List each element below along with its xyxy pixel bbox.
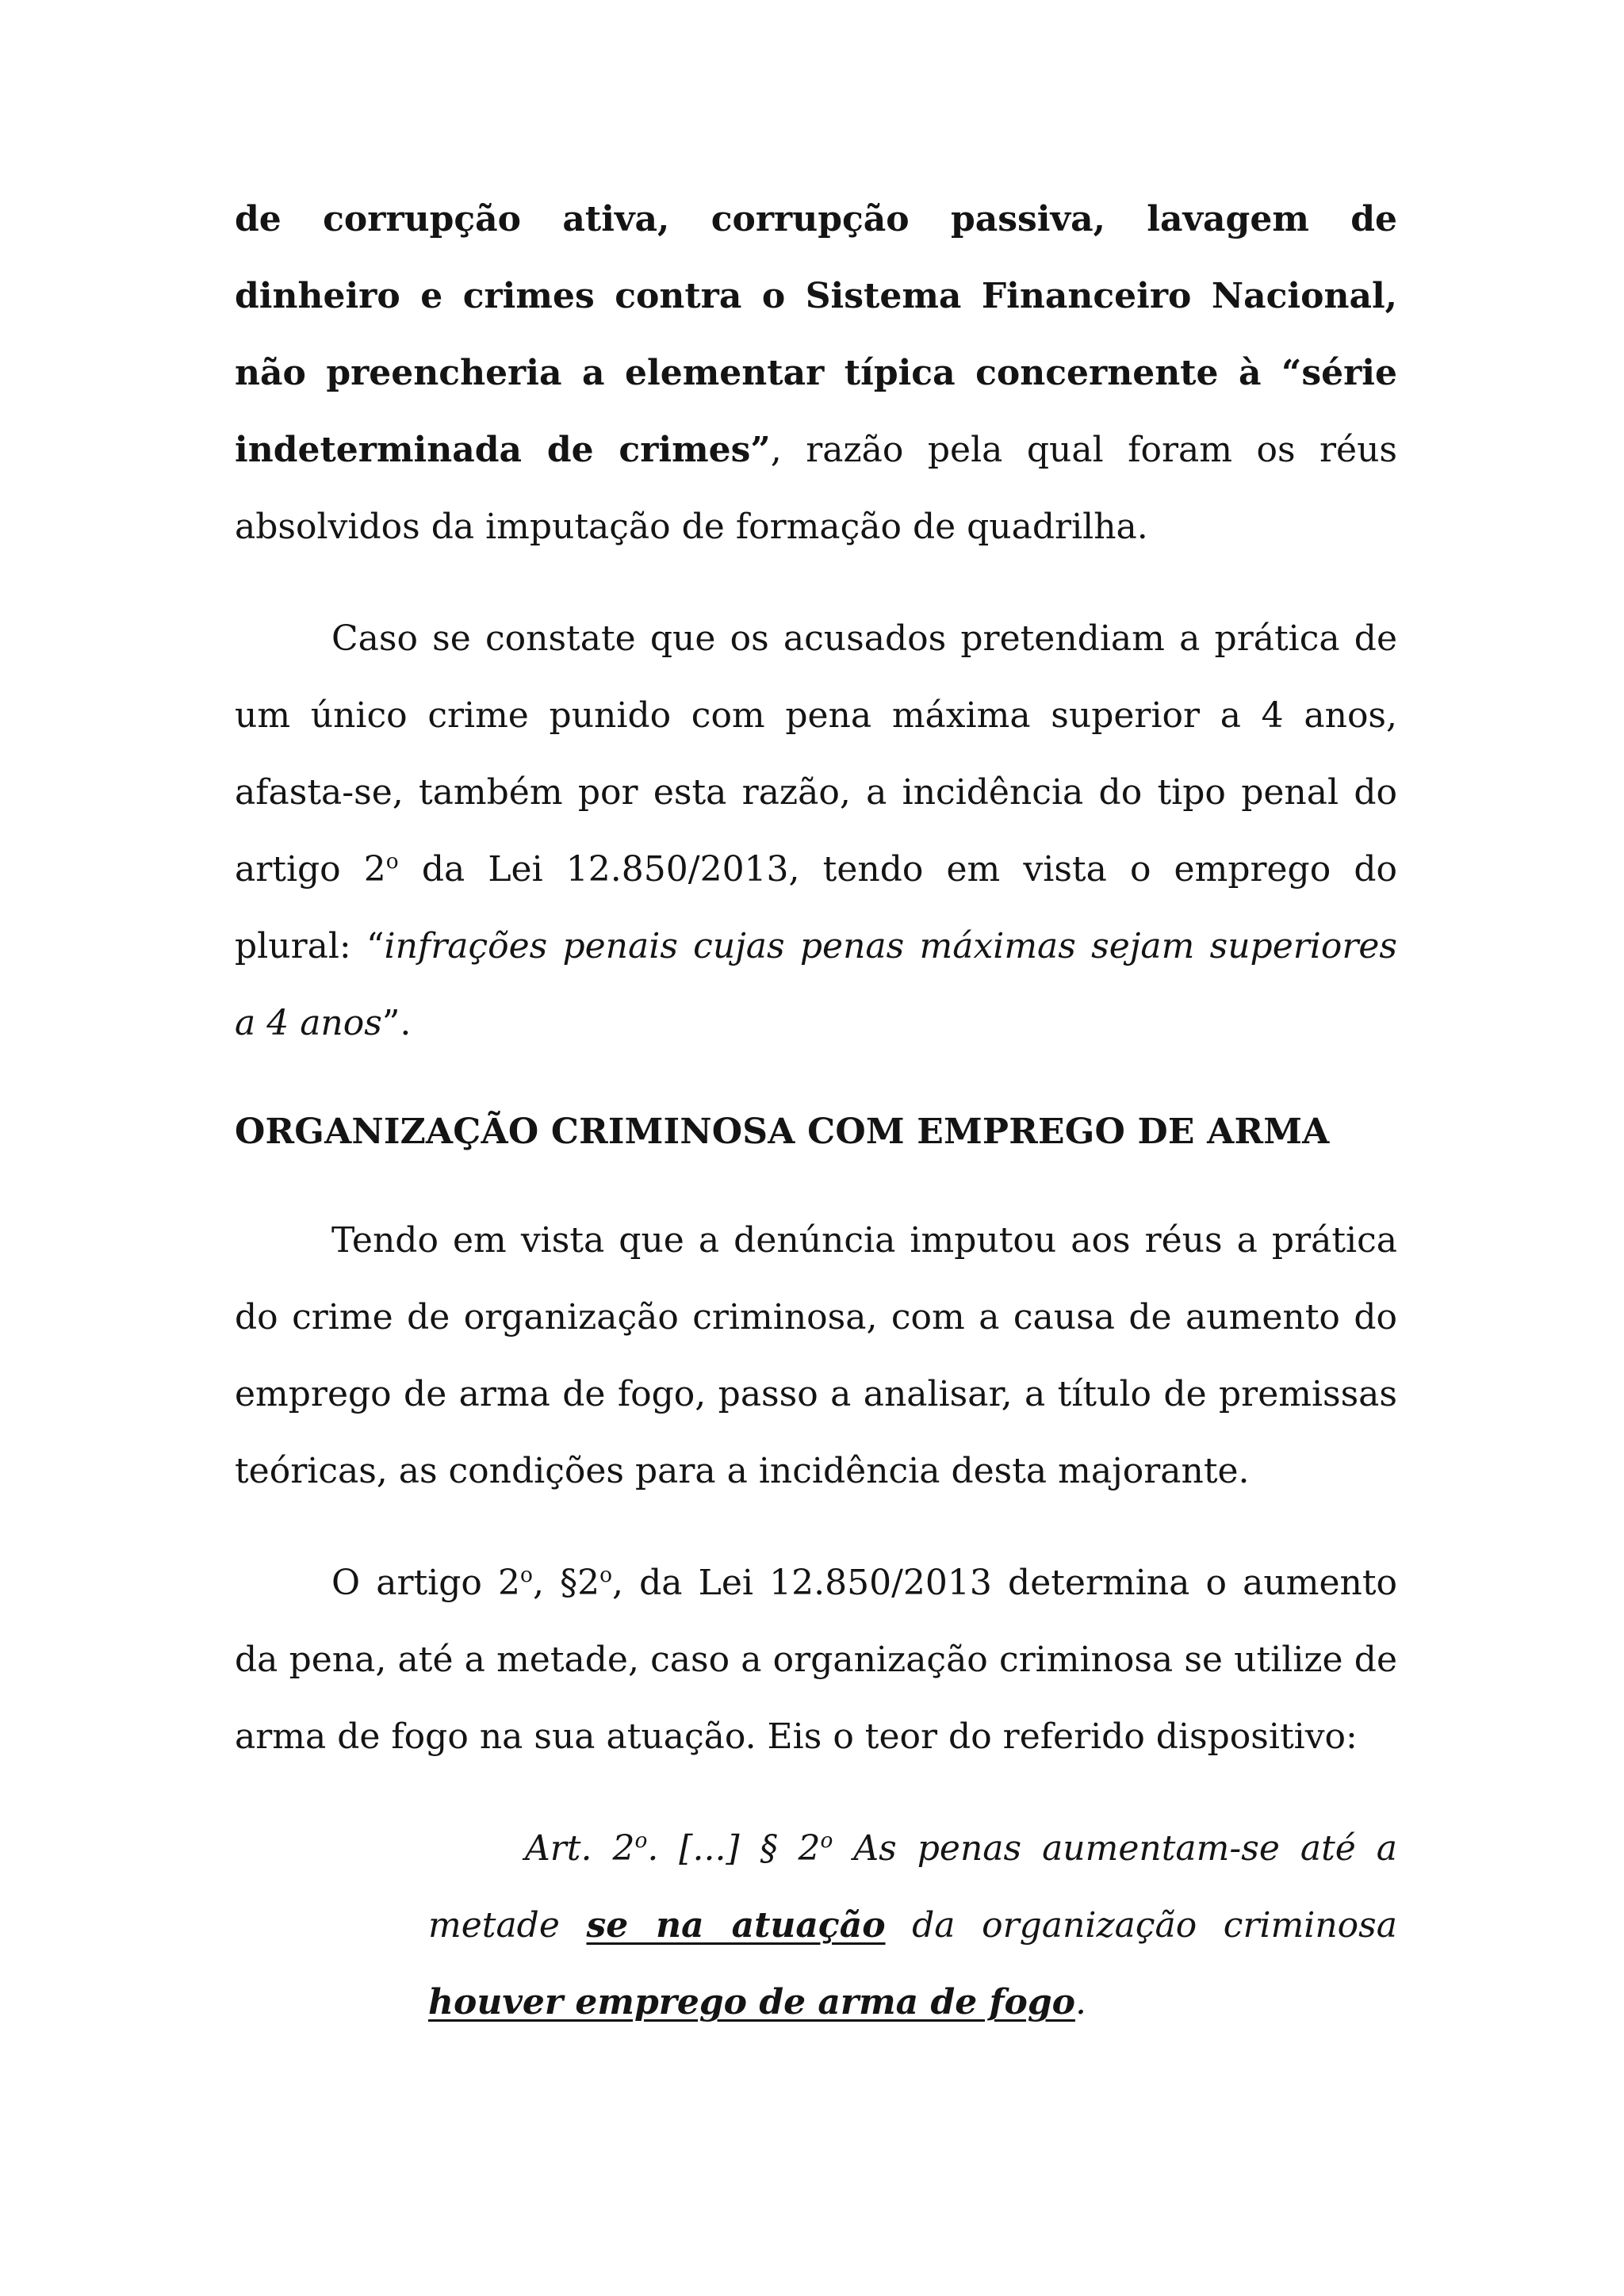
paragraph-unico-crime xyxy=(235,600,1397,1062)
italic-quote: infrações penais cujas penas máximas sejam superiores a 4 anos xyxy=(235,926,1397,1043)
text: . xyxy=(1074,1982,1086,2022)
text: , razão pela qual foram os réus absolvidos da imputação de formação de quadrilha. xyxy=(235,430,1398,547)
legal-quote xyxy=(428,1810,1397,2041)
bold-text: de corrupção ativa, corrupção passiva, lavagem de dinheiro e crimes contra o Sistema Financeiro Nacional, não preencheria a elementar típica concernente à “série indeterminada de crimes” xyxy=(235,199,1397,470)
text: As penas aumentam-se até a metade xyxy=(428,1828,1397,1946)
text: , §2 xyxy=(532,1563,600,1603)
document-page xyxy=(235,181,1397,2041)
text: . [...] § 2 xyxy=(647,1828,821,1869)
paragraph-artigo xyxy=(235,1544,1397,1775)
underlined-emphasis: se na atuação xyxy=(586,1905,886,1946)
text: , da Lei 12.850/2013 determina o aumento da pena, até a metade, caso a organização criminosa se utilize de arma de fogo na sua atuação. Eis o teor do referido dispositivo: xyxy=(235,1563,1398,1757)
section-heading: ORGANIZAÇÃO CRIMINOSA COM EMPREGO DE ARMA xyxy=(235,1112,1330,1152)
paragraph-denuncia: Tendo em vista que a denúncia imputou aos réus a prática do crime de organização criminosa, com a causa de aumento do emprego de arma de fogo, passo a analisar, a título de premissas teóricas, as condições para a incidência desta majorante. xyxy=(235,1220,1397,1491)
ordinal-mark: o xyxy=(634,1828,648,1854)
ordinal-mark: o xyxy=(385,849,399,874)
text: O artigo 2 xyxy=(331,1563,521,1603)
text: da organização criminosa xyxy=(885,1905,1397,1946)
ordinal-mark: o xyxy=(820,1828,833,1854)
underlined-emphasis: houver emprego de arma de fogo xyxy=(428,1982,1075,2022)
text: Art. 2 xyxy=(525,1828,635,1869)
ordinal-mark: o xyxy=(520,1563,533,1588)
text: Caso se constate que os acusados pretendiam a prática de um único crime punido com pena máxima superior a 4 anos, afasta-se, também por esta razão, a incidência do tipo penal do artigo 2 xyxy=(235,618,1397,890)
ordinal-mark: o xyxy=(599,1563,612,1588)
text: da Lei 12.850/2013, tendo em vista o emprego do plural: “ xyxy=(235,849,1397,966)
paragraph-quadrilha xyxy=(235,181,1397,565)
text: ”. xyxy=(381,1003,412,1043)
